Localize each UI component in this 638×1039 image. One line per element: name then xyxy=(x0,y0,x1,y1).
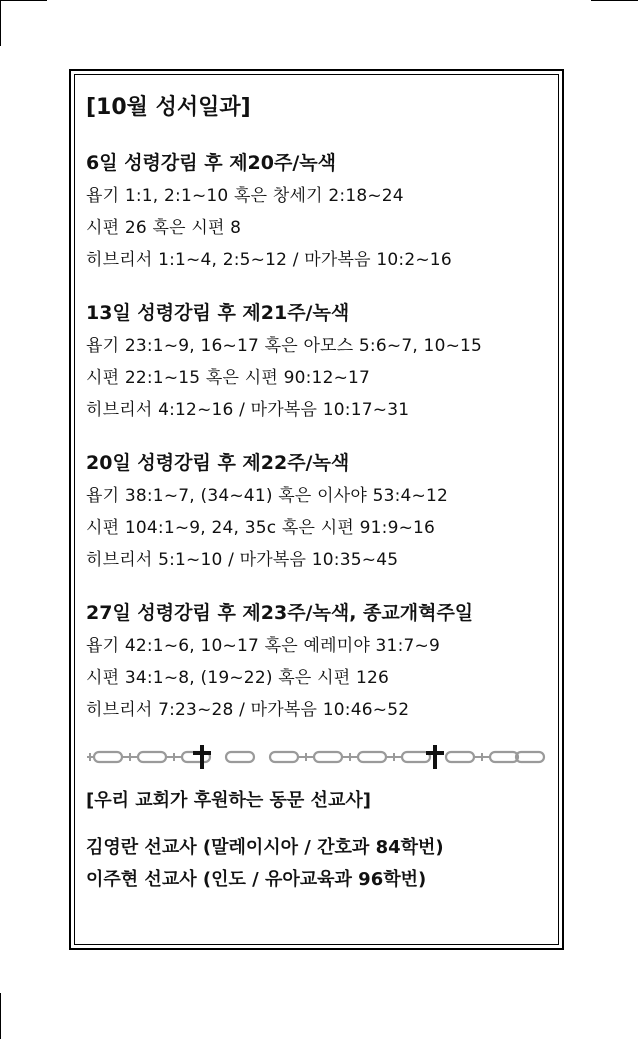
reading-line: 시편 34:1~8, (19~22) 혹은 시편 126 xyxy=(86,668,390,688)
bulletin-content xyxy=(86,90,556,896)
reading-line: 욥기 42:1~6, 10~17 혹은 예레미야 31:7~9 xyxy=(86,636,440,656)
page-title: [10월 성서일과] xyxy=(86,95,251,120)
reading-line: 시편 26 혹은 시편 8 xyxy=(86,218,242,238)
reading-line: 히브리서 4:12~16 / 마가복음 10:17~31 xyxy=(86,400,410,420)
week-section-2 xyxy=(86,296,556,426)
cross-chain-divider-icon xyxy=(86,744,548,770)
missionary-list xyxy=(86,832,556,896)
reading-line: 욥기 1:1, 2:1~10 혹은 창세기 2:18~24 xyxy=(86,186,404,206)
reading-line: 히브리서 5:1~10 / 마가복음 10:35~45 xyxy=(86,550,399,570)
missions-title: [우리 교회가 후원하는 동문 선교사] xyxy=(86,790,371,811)
week-heading: 20일 성령강림 후 제22주/녹색 xyxy=(86,452,350,474)
crop-mark-top-left-vertical xyxy=(0,0,1,46)
crop-mark-top-left-horizontal xyxy=(0,0,47,1)
reading-line: 히브리서 1:1~4, 2:5~12 / 마가복음 10:2~16 xyxy=(86,250,452,270)
reading-line: 욥기 23:1~9, 16~17 혹은 아모스 5:6~7, 10~15 xyxy=(86,336,483,356)
reading-line: 히브리서 7:23~28 / 마가복음 10:46~52 xyxy=(86,700,410,720)
crop-mark-top-right-horizontal xyxy=(591,0,638,1)
week-heading: 6일 성령강림 후 제20주/녹색 xyxy=(86,152,336,174)
reading-line: 시편 22:1~15 혹은 시편 90:12~17 xyxy=(86,368,371,388)
week-section-3 xyxy=(86,446,556,576)
missionary-item: 김영란 선교사 (말레이시아 / 간호과 84학번) xyxy=(86,837,444,858)
week-heading: 13일 성령강림 후 제21주/녹색 xyxy=(86,302,350,324)
reading-line: 욥기 38:1~7, (34~41) 혹은 이사야 53:4~12 xyxy=(86,486,449,506)
crop-mark-bottom-left-vertical xyxy=(0,993,1,1039)
reading-line: 시편 104:1~9, 24, 35c 혹은 시편 91:9~16 xyxy=(86,518,436,538)
week-section-1 xyxy=(86,146,556,276)
missionary-item: 이주현 선교사 (인도 / 유아교육과 96학번) xyxy=(86,869,427,890)
week-section-4 xyxy=(86,596,556,726)
week-heading: 27일 성령강림 후 제23주/녹색, 종교개혁주일 xyxy=(86,602,474,624)
